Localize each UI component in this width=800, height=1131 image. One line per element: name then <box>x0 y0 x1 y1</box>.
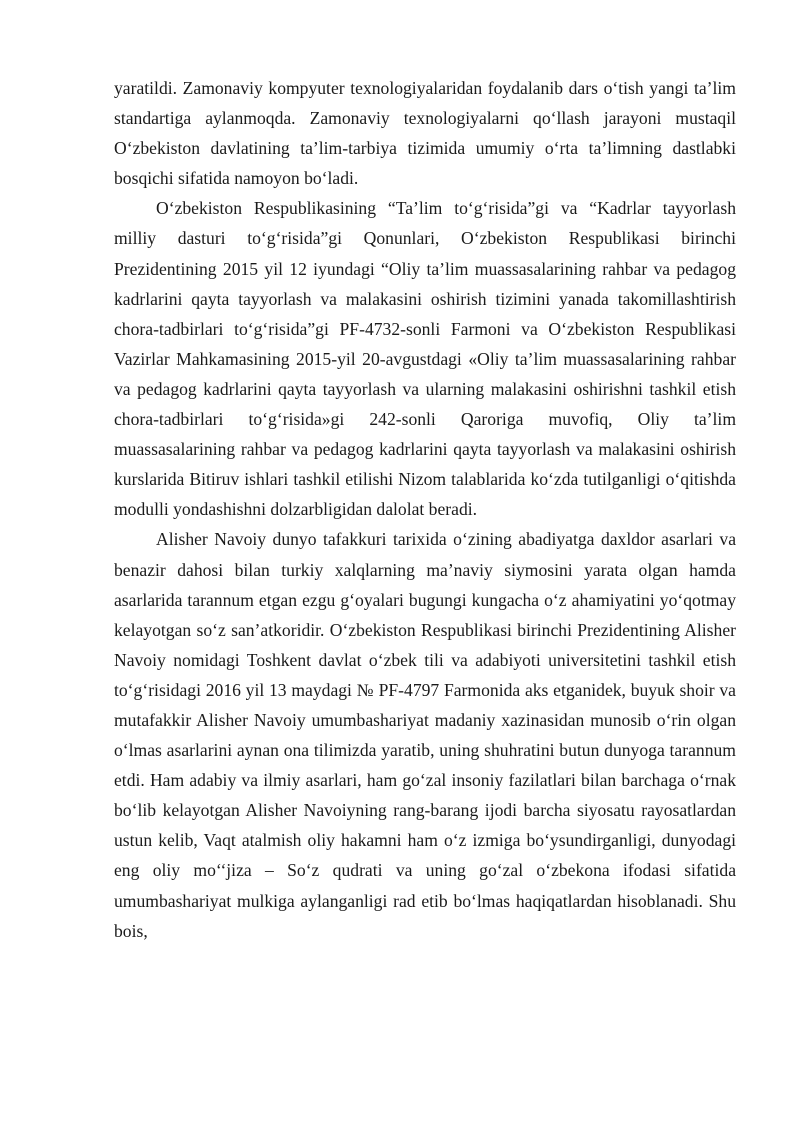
body-text <box>114 73 736 946</box>
paragraph-1: yaratildi. Zamonaviy kompyuter texnologiyalaridan foydalanib dars o‘tish yangi ta’lim standartiga aylanmoqda. Zamonaviy texnologiyalarni qo‘llash jarayoni mustaqil O‘zbekiston davlatining ta’lim-tarbiya tizimida umumiy o‘rta ta’limning dastlabki bosqichi sifatida namoyon bo‘ladi. <box>114 78 736 189</box>
paragraph-2: O‘zbekiston Respublikasining “Ta’lim to‘g‘risida”gi va “Kadrlar tayyorlash milliy dasturi to‘g‘risida”gi Qonunlari, O‘zbekiston Respublikasi birinchi Prezidentining 2015 yil 12 iyundagi “Oliy ta’lim muassasalarining rahbar va pedagog kadrlarini qayta tayyorlash va malakasini oshirish tizimini yanada takomillashtirish chora-tadbirlari to‘g‘risida”gi PF-4732-sonli Farmoni va O‘zbekiston Respublikasi Vazirlar Mahkamasining 2015-yil 20-avgustdagi «Oliy ta’lim muassasalarining rahbar va pedagog kadrlarini qayta tayyorlash va ularning malakasini oshirishni tashkil etish chora-tadbirlari to‘g‘risida»gi 242-sonli Qaroriga muvofiq, Oliy ta’lim muassasalarining rahbar va pedagog kadrlarini qayta tayyorlash va malakasini oshirish kurslarida Bitiruv ishlari tashkil etilishi Nizom talablarida ko‘zda tutilganligi o‘qitishda modulli yondashishni dolzarbligidan dalolat beradi. <box>114 198 736 520</box>
paragraph-3: Alisher Navoiy dunyo tafakkuri tarixida o‘zining abadiyatga daxldor asarlari va benazir dahosi bilan turkiy xalqlarning ma’naviy siymosini yarata olgan hamda asarlarida tarannum etgan ezgu g‘oyalari bugungi kungacha o‘z ahamiyatini yo‘qotmay kelayotgan so‘z san’atkoridir. O‘zbekiston Respublikasi birinchi Prezidentining Alisher Navoiy nomidagi Toshkent davlat o‘zbek tili va adabiyoti universitetini tashkil etish to‘g‘risidagi 2016 yil 13 maydagi № PF-4797 Farmonida aks etganidek, buyuk shoir va mutafakkir Alisher Navoiy umumbashariyat madaniy xazinasidan munosib o‘rin olgan o‘lmas asarlarini aynan ona tilimizda yaratib, uning shuhratini butun dunyoga tarannum etdi. Ham adabiy va ilmiy asarlari, ham go‘zal insoniy fazilatlari bilan barchaga o‘rnak bo‘lib kelayotgan Alisher Navoiyning rang-barang ijodi barcha siyosatu rayosatlardan ustun kelib, Vaqt atalmish oliy hakamni ham o‘z izmiga bo‘ysundirganligi, dunyodagi eng oliy mo‘‘jiza – So‘z qudrati va uning go‘zal o‘zbekona ifodasi sifatida umumbashariyat mulkiga aylanganligi rad etib bo‘lmas haqiqatlardan hisoblanadi. Shu bois, <box>114 529 736 941</box>
